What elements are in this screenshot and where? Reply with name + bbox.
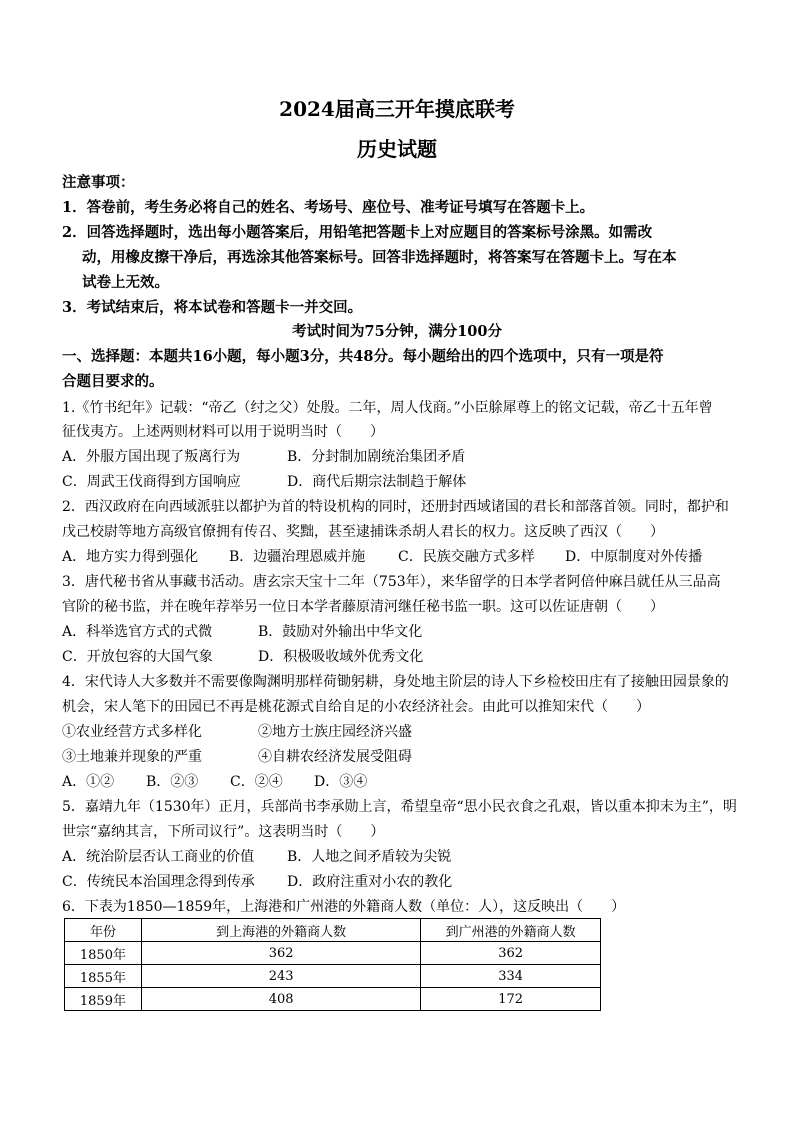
question-3-option-c[interactable]: C．开放包容的大国气象 <box>62 649 213 665</box>
merchant-count-table <box>64 918 601 1011</box>
question-2-option-b[interactable]: B．边疆治理恩威并施 <box>229 549 366 565</box>
table-header-guangzhou: 到广州港的外籍商人数 <box>421 919 601 942</box>
question-2-option-a[interactable]: A．地方实力得到强化 <box>62 549 199 565</box>
question-1-stem-line-1: 1.《竹书纪年》记载：“帝乙（纣之父）处殷。二年，周人伐商。”小臣艅犀尊上的铭文记载，帝乙十五年曾 <box>62 400 713 416</box>
question-1-option-c[interactable]: C．周武王伐商得到方国响应 <box>62 474 241 490</box>
question-6-stem: 6．下表为1850—1859年，上海港和广州港的外籍商人数（单位：人），这反映出（ ） <box>62 899 626 915</box>
table-cell-year: 1855年 <box>65 965 142 988</box>
question-2-stem-line-1: 2．西汉政府在向西域派驻以都护为首的特设机构的同时，还册封西域诸国的君长和部落首领。同时，都护和 <box>62 499 729 515</box>
question-4-statement-3: ③土地兼并现象的严重 <box>62 749 202 765</box>
question-5-option-b[interactable]: B．人地之间矛盾较为尖锐 <box>287 849 452 865</box>
question-5-stem-line-1: 5．嘉靖九年（1530年）正月，兵部尚书李承勋上言，希望皇帝“思小民衣食之孔艰，皆以重本抑末为主”，明 <box>62 799 737 815</box>
question-3-option-a[interactable]: A．科举选官方式的式微 <box>62 624 213 640</box>
table-row <box>65 965 601 988</box>
table-cell-guangzhou: 334 <box>421 965 601 988</box>
section-1-heading-line-1: 一、选择题：本题共16小题，每小题3分，共48分。每小题给出的四个选项中，只有一项是符 <box>62 348 664 365</box>
question-4-option-d[interactable]: D．③④ <box>314 774 368 790</box>
question-4-option-c[interactable]: C．②④ <box>230 774 283 790</box>
table-cell-guangzhou: 362 <box>421 942 601 965</box>
question-1-stem-line-2: 征伐夷方。上述两则材料可以用于说明当时（ ） <box>62 424 384 440</box>
question-4-statement-4: ④自耕农经济发展受阻碍 <box>258 749 412 765</box>
question-4-option-a[interactable]: A．①② <box>62 774 115 790</box>
question-5-option-c[interactable]: C．传统民本治国理念得到传承 <box>62 874 255 890</box>
notice-item-2-line-3: 试卷上无效。 <box>82 274 169 291</box>
question-1-option-b[interactable]: B．分封制加剧统治集团矛盾 <box>287 449 466 465</box>
question-4-option-b[interactable]: B．②③ <box>146 774 199 790</box>
table-cell-year: 1850年 <box>65 942 142 965</box>
table-cell-guangzhou: 172 <box>421 988 601 1011</box>
exam-title: 2024届高三开年摸底联考 <box>279 97 515 121</box>
question-2-stem-line-2: 戊己校尉等地方高级官僚拥有传召、奖黜，甚至逮捕诛杀胡人君长的权力。这反映了西汉（ ） <box>62 524 664 540</box>
notice-item-1: 1．答卷前，考生务必将自己的姓名、考场号、座位号、准考证号填写在答题卡上。 <box>62 199 595 216</box>
section-1-heading-line-2: 合题目要求的。 <box>62 373 164 390</box>
question-3-option-b[interactable]: B．鼓励对外输出中华文化 <box>258 624 423 640</box>
question-5-option-d[interactable]: D．政府注重对小农的教化 <box>287 874 453 890</box>
table-header-row <box>65 919 601 942</box>
question-2-option-c[interactable]: C．民族交融方式多样 <box>398 549 535 565</box>
question-4-stem-line-1: 4．宋代诗人大多数并不需要像陶渊明那样荷锄躬耕，身处地主阶层的诗人下乡检校田庄有了接触田园景象的 <box>62 674 729 690</box>
question-1-option-d[interactable]: D．商代后期宗法制趋于解体 <box>287 474 467 490</box>
question-3-stem-line-2: 官阶的秘书监，并在晚年荐举另一位日本学者藤原清河继任秘书监一职。这可以佐证唐朝（ ） <box>62 599 664 615</box>
notice-item-2-line-1: 2．回答选择题时，选出每小题答案后，用铅笔把答题卡上对应题目的答案标号涂黑。如需改 <box>62 224 653 241</box>
question-3-stem-line-1: 3．唐代秘书省从事藏书活动。唐玄宗天宝十二年（753年），来华留学的日本学者阿倍仲麻吕就任从三品高 <box>62 574 721 590</box>
question-5-stem-line-2: 世宗“嘉纳其言，下所司议行”。这表明当时（ ） <box>62 824 385 840</box>
table-row <box>65 942 601 965</box>
question-4-statement-1: ①农业经营方式多样化 <box>62 724 202 740</box>
table-header-shanghai: 到上海港的外籍商人数 <box>141 919 420 942</box>
notice-item-3: 3．考试结束后，将本试卷和答题卡一并交回。 <box>62 299 363 316</box>
question-5-option-a[interactable]: A．统治阶层否认工商业的价值 <box>62 849 255 865</box>
question-4-statement-2: ②地方士族庄园经济兴盛 <box>258 724 412 740</box>
table-header-year: 年份 <box>65 919 142 942</box>
table-row <box>65 988 601 1011</box>
table-cell-shanghai: 243 <box>141 965 420 988</box>
notice-heading: 注意事项： <box>62 174 135 191</box>
notice-item-2-line-2: 动，用橡皮擦干净后，再选涂其他答案标号。回答非选择题时，将答案写在答题卡上。写在本 <box>82 249 677 266</box>
exam-subject: 历史试题 <box>357 137 437 161</box>
question-2-option-d[interactable]: D．中原制度对外传播 <box>565 549 703 565</box>
question-1-option-a[interactable]: A．外服方国出现了叛离行为 <box>62 449 241 465</box>
question-4-stem-line-2: 机会，宋人笔下的田园已不再是桃花源式自给自足的小农经济社会。由此可以推知宋代（ ） <box>62 699 650 715</box>
exam-time-note: 考试时间为75分钟，满分100分 <box>292 323 502 340</box>
table-cell-shanghai: 408 <box>141 988 420 1011</box>
table-cell-year: 1859年 <box>65 988 142 1011</box>
question-3-option-d[interactable]: D．积极吸收域外优秀文化 <box>258 649 424 665</box>
table-cell-shanghai: 362 <box>141 942 420 965</box>
